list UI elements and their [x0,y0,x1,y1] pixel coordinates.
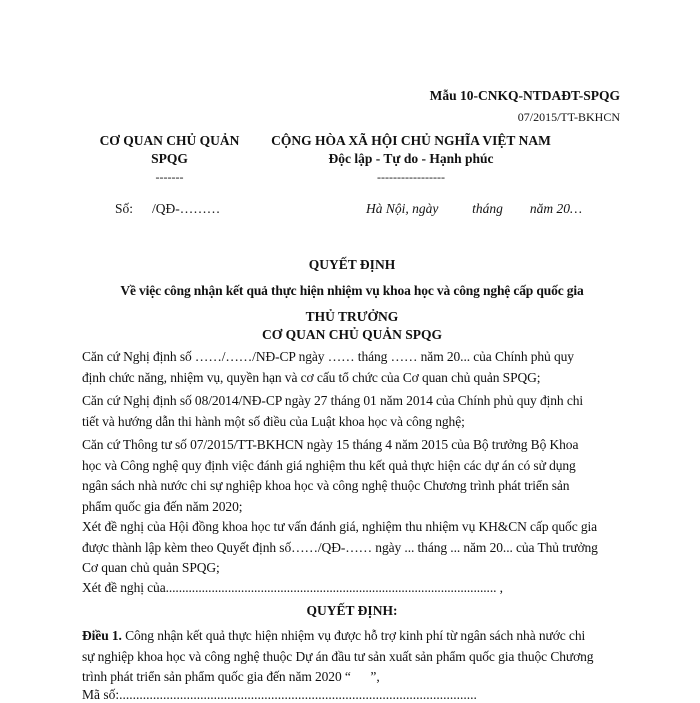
ground-line: Xét đề nghị của Hội đồng khoa học tư vấn đánh giá, nghiệm thu nhiệm vụ KH&CN cấp quốc gia [82,519,598,534]
ground-line: Xét đề nghị của..................................................................................................... , [82,580,503,595]
ground-line: tiết và hướng dẫn thi hành một số điều của Luật khoa học và công nghệ; [82,413,465,429]
ground-paragraph [82,578,622,599]
ground-paragraph [82,435,622,517]
document-number: /QĐ-……… [152,201,221,216]
circular-reference: 07/2015/TT-BKHCN [517,110,620,124]
ground-line: Căn cứ Thông tư số 07/2015/TT-BKHCN ngày 15 tháng 4 năm 2015 của Bộ trưởng Bộ Khoa [82,437,579,452]
ground-line: được thành lập kèm theo Quyết định số……/QĐ-…… ngày ... tháng ... năm 20... của Thủ trưởng [82,539,598,555]
article-line: sự nghiệp khoa học và công nghệ thuộc Dự án đầu tư sản xuất sản phẩm quốc gia thuộc Chương [82,648,594,664]
form-code: Mẫu 10-CNKQ-NTDAĐT-SPQG [429,88,620,103]
ground-line: học và Công nghệ quy định việc đánh giá nghiệm thu kết quả thực hiện các dự án có sử dụng [82,457,576,473]
ground-paragraph [82,517,622,579]
decision-subject: Về việc công nhận kết quả thực hiện nhiệm vụ khoa học và công nghệ cấp quốc gia [120,283,584,298]
ground-paragraph [82,347,622,388]
nation-name: CỘNG HÒA XÃ HỘI CHỦ NGHĨA VIỆT NAM [271,133,551,148]
agency-divider: ------- [155,170,184,184]
agency-name-line2: SPQG [151,151,188,166]
document-number-label: Số: [115,201,134,216]
decision-heading: QUYẾT ĐỊNH: [306,603,398,618]
ground-line: Căn cứ Nghị định số 08/2014/NĐ-CP ngày 27 tháng 01 năm 2014 của Chính phủ quy định chi [82,393,584,408]
authority-title-line2: CƠ QUAN CHỦ QUẢN SPQG [261,327,442,342]
agency-name: CƠ QUAN CHỦ QUẢN [99,133,240,148]
ground-line: phẩm quốc gia đến năm 2020; [82,498,243,514]
article-line [82,626,622,647]
nation-divider: ----------------- [377,170,445,184]
article-text: Công nhận kết quả thực hiện nhiệm vụ được hỗ trợ kinh phí từ ngân sách nhà nước chi [121,628,586,643]
ground-paragraph [82,391,622,432]
place-and-date: Hà Nội, ngày tháng năm 20… [366,201,582,216]
article-1 [82,626,622,688]
national-motto: Độc lập - Tự do - Hạnh phúc [328,151,494,166]
decision-title: QUYẾT ĐỊNH [308,257,396,272]
ground-line: Cơ quan chủ quản SPQG; [82,560,220,575]
code-field: Mã số:.......................................................................................................... [82,687,477,702]
article-line: trình phát triển sản phẩm quốc gia đến năm 2020 “ ”, [82,669,380,684]
ground-line: định chức năng, nhiệm vụ, quyền hạn và cơ cấu tổ chức của Cơ quan chủ quản SPQG; [82,369,541,385]
article-label: Điều 1. [82,628,122,643]
ground-line: ngân sách nhà nước chi sự nghiệp khoa học và công nghệ thuộc Chương trình phát triển sản [82,478,570,493]
ground-line: Căn cứ Nghị định số ……/……/NĐ-CP ngày …… tháng …… năm 20... của Chính phủ quy [82,349,574,364]
authority-title: THỦ TRƯỞNG [305,309,399,324]
